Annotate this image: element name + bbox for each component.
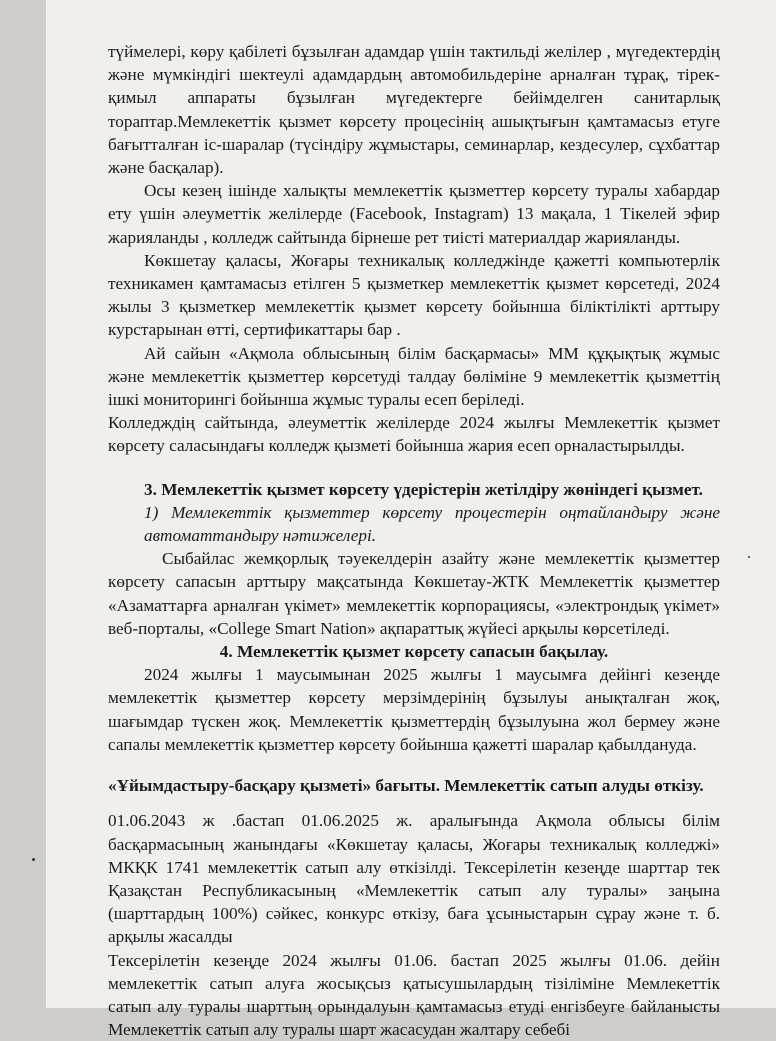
document-body [108,40,720,1041]
scan-speck [32,858,35,861]
paragraph: Колледждің сайтында, әлеуметтік желілерде 2024 жылғы Мемлекеттік қызмет көрсету саласындағы колледж қызметі бойынша жария есеп орналастырылды. [108,413,720,456]
paragraph: Көкшетау қаласы, Жоғары техникалық колледжінде қажетті компьютерлік техникамен қамтамасыз етілген 5 қызметкер мемлекеттік қызмет көрсетеді, 2024 жылы 3 қызметкер мемлекеттік қызмет көрсету бойынша біліктілікті арттыру курстарынан өтті, сертификаттары бар . [108,250,720,340]
paragraph: Тексерілетін кезеңде 2024 жылғы 01.06. бастап 2025 жылғы 01.06. дейін мемлекеттік сатып алуға жосықсыз қатысушылардың тізіліміне Мемлекеттік сатып алу туралы шарттың орындалуын қамтамасыз етуді енгізбеуге байланысты Мемлекеттік сатып алу туралы шарт жасасудан жалтару себебі [108,950,720,1040]
section-3-heading: 3. Мемлекеттік қызмет көрсету үдерістерін жетілдіру жөніндегі қызмет. [144,479,703,499]
paragraph: Сыбайлас жемқорлық тәуекелдерін азайту және мемлекеттік қызметтер көрсету сапасын арттыру мақсатында Көкшетау-ЖТК Мемлекеттік қызметтер «Азаматтарға арналған үкімет» мемлекеттік корпорациясы, «электрондық үкімет» веб-порталы, «College Smart Nation» ақпараттық жүйесі арқылы көрсетіледі. [108,549,720,638]
paragraph: 01.06.2043 ж .бастап 01.06.2025 ж. аралығында Ақмола облысы білім басқармасының жанындағы «Көкшетау қаласы, Жоғары техникалық колледжі» МКҚК 1741 мемлекеттік сатып алу өткізілді. Тексерілетін кезеңде шарттар тек Қазақстан Республикасының «Мемлекеттік сатып алу туралы» заңына (шарттардың 100%) сәйкес, конкурс өткізу, баға ұсыныстарын сұрау және т. б. арқылы жасалды [108,811,720,947]
paragraph: Осы кезең ішінде халықты мемлекеттік қызметтер көрсету туралы хабардар ету үшін әлеуметтік желілерде (Facebook, Instagram) 13 мақала, 1 Тікелей эфир жарияланды , колледж сайтында бірнеше рет тиісті материалдар жарияланды. [108,181,720,247]
scan-speck [748,556,750,558]
paragraph: түймелері, көру қабілеті бұзылған адамдар үшін тактильді желілер , мүгедектердің және мүмкіндігі шектеулі адамдардың автомобильдеріне арналған тұрақ, тірек-қимыл аппараты бұзылған мүгедектерге бейімделген санитарлық тораптар.Мемлекеттік қызмет көрсету процесінің ашықтығын қамтамасыз етуге бағытталған іс-шаралар (түсіндіру жұмыстары, семинарлар, кездесулер, сұхбаттар және басқалар). [108,42,720,178]
org-section-heading: «Ұйымдастыру-басқару қызметі» бағыты. Мемлекеттік сатып алуды өткізу. [108,776,704,796]
paragraph: Ай сайын «Ақмола облысының білім басқармасы» ММ құқықтық жұмыс және мемлекеттік қызметтер көрсетуді талдау бөліміне 9 мемлекеттік қызметтің ішкі мониторингі бойынша жұмыс туралы есеп беріледі. [108,343,720,410]
section-4-heading: 4. Мемлекеттік қызмет көрсету сапасын бақылау. [219,642,609,662]
paragraph: 2024 жылғы 1 маусымынан 2025 жылғы 1 маусымға дейінгі кезеңде мемлекеттік қызметтер көрсету мерзімдерінің бұзылуы анықталған жоқ, шағымдар түскен жоқ. Мемлекеттік қызметтердің бұзылуына жол бермеу және сапалы мемлекеттік қызметтер көрсету бойынша қажетті шаралар қабылдануда. [108,665,720,754]
section-3-item: 1) Мемлекеттік қызметтер көрсету процестерін оңтайландыру және автоматтандыру нәтижелері. [144,502,720,546]
